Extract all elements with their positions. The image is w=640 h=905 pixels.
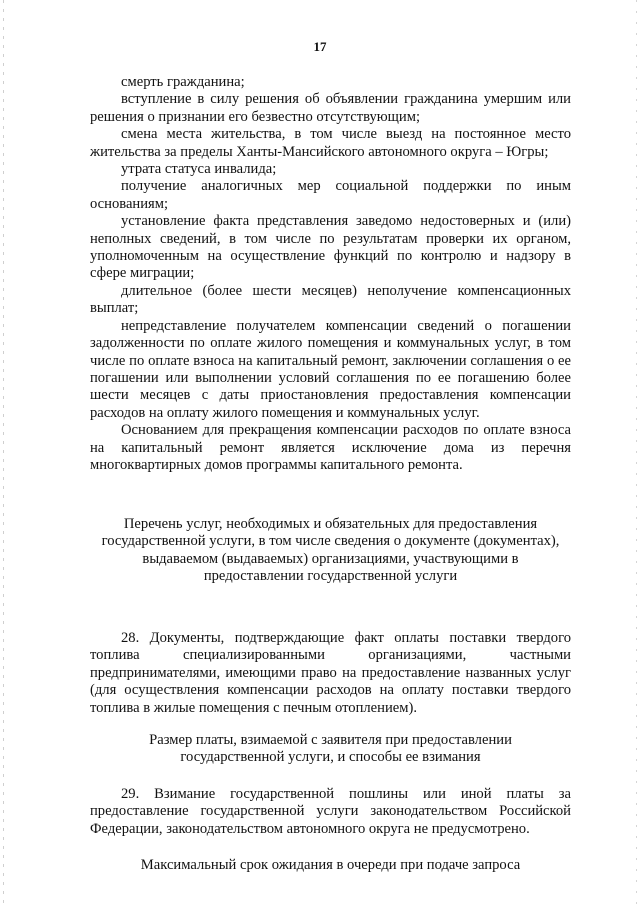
section-29 [90,786,571,838]
list-item: непредставление получателем компенсации сведений о погашении задолженности по оплате жилого помещения и коммунальных услуг, в том числе по оплате взноса на капитальный ремонт, заключении соглашения о ее погашении или выполнении условий соглашения по ее погашению более шести месяцев с даты приостановления предоставления компенсации расходов на оплату жилого помещения и коммунальных услуг. [90,317,571,421]
paragraph-28: 28. Документы, подтверждающие факт оплаты поставки твердого топлива специализированными организациями, частными предпринимателями, имеющими право на предоставление названных услуг (для осуществления компенсации расходов на оплату поставки твердого топлива в жилые помещения с печным отоплением). [90,630,571,716]
paragraph-capital-repair: Основанием для прекращения компенсации расходов по оплате взноса на капитальный ремонт является исключение дома из перечня многоквартирных домов программы капитального ремонта. [90,422,571,473]
list-item: утрата статуса инвалида; [121,161,277,178]
paragraph-29: 29. Взимание государственной пошлины или иной платы за предоставление государственной услуги законодательством Российской Федерации, законодательством автономного округа не предусмотрено. [90,786,571,837]
list-item: длительное (более шести месяцев) неполучение компенсационных выплат; [90,282,571,317]
list-item: смена места жительства, в том числе выезд на постоянное место жительства за пределы Ханты-Мансийского автономного округа – Югры; [90,126,571,160]
list-item: вступление в силу решения об объявлении гражданина умершим или решения о признании его безвестно отсутствующим; [90,91,571,125]
list-item: установление факта представления заведомо недостоверных и (или) неполных сведений, в том числе по результатам проверки их органом, уполномоченным на осуществление функций по контролю и надзору в сфере миграции; [90,213,571,282]
scan-edge-left [3,0,4,905]
list-item: смерть гражданина; [121,74,245,90]
heading-line: Перечень услуг, необходимых и обязательных для предоставления [123,516,538,532]
list-item: получение аналогичных мер социальной поддержки по иным основаниям; [90,178,571,212]
section-heading-fee [90,732,571,767]
section-28 [90,630,571,717]
heading-line: предоставлении государственной услуги [203,568,458,585]
heading-line: Максимальный срок ожидания в очереди при подаче запроса [140,857,521,873]
section-heading-queue [90,857,571,874]
section-heading-services [90,516,571,586]
heading-line: выдаваемом (выдаваемых) организациями, участвующими в [142,550,519,567]
heading-line: Размер платы, взимаемой с заявителя при предоставлении [149,732,512,748]
termination-grounds-list [90,74,571,474]
heading-line: государственной услуги, и способы ее взимания [180,749,481,766]
page-number: 17 [313,39,327,54]
scan-edge-right [636,0,637,905]
heading-line: государственной услуги, в том числе сведения о документе (документах), [101,533,560,550]
